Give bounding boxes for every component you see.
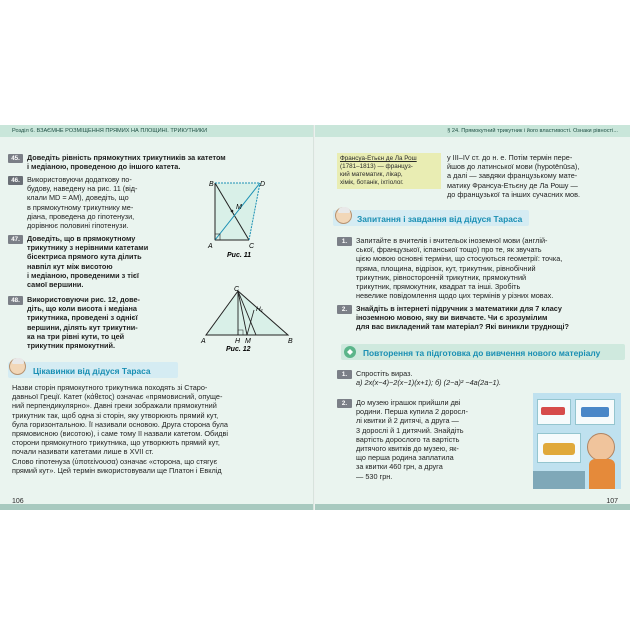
review-number-2: 2. bbox=[337, 399, 352, 408]
figure-11 bbox=[205, 178, 275, 261]
exercise-number-48: 48. bbox=[8, 296, 23, 305]
section-title-questions: Запитання і завдання від дідуся Тараса bbox=[357, 214, 523, 224]
right-running-head: § 24. Прямокутний трикутник і його властивості. Ознаки рівності... bbox=[315, 125, 630, 137]
fig12-label-h: H bbox=[235, 338, 241, 345]
fig11-label-b: B bbox=[209, 181, 214, 188]
review-2-text: До музею іграшок прийшли дві родини. Перша купила 2 доросл- лі квитки й 2 дитячі, а друга — 3 дорослі й 1 дитячий. Знайдіть вартість дорослого та вартість дитячого квитків до музею, як- що перша родина заплатила за квитки 460 грн, а друга — 530 грн. bbox=[356, 398, 468, 481]
fig12-caption: Рис. 12 bbox=[226, 346, 251, 353]
section-title-review: Повторення та підготовка до вивчення нового матеріалу bbox=[363, 348, 601, 358]
exercise-45-text: Доведіть рівність прямокутних трикутників за катетом і медіаною, проведеною до іншого катета. bbox=[27, 153, 226, 172]
left-running-head: Розділ 6. ВЗАЄМНЕ РОЗМІЩЕННЯ ПРЯМИХ НА ПЛОЩИНІ. ТРИКУТНИКИ bbox=[0, 125, 315, 137]
fig12-label-c: C bbox=[234, 286, 240, 293]
grandpa-taras-avatar-2 bbox=[335, 207, 352, 224]
toy-car bbox=[543, 443, 575, 455]
question-number-2: 2. bbox=[337, 305, 352, 314]
review-number-1: 1. bbox=[337, 370, 352, 379]
toy-train bbox=[581, 407, 609, 417]
review-1-text: Спростіть вираз. а) 2x(x−4)−2(x−1)(x+1); б) (2−a)² −4a(2a−1). bbox=[356, 369, 502, 388]
fig11-caption: Рис. 11 bbox=[227, 252, 251, 259]
biography-note: Франсуа-Етьєн де Ла Рош (1781–1813) — француз- кий математик, лікар, хімік, ботанік, іхтіолог. bbox=[337, 153, 441, 189]
exercise-number-45: 45. bbox=[8, 154, 23, 163]
page-number-right: 107 bbox=[606, 498, 618, 505]
exercise-47-text: Доведіть, що в прямокутному трикутнику з нерівними катетами бісектриса прямого кута ділить навпіл кут між висотою і медіаною, проведеними з тієї самої вершини. bbox=[27, 234, 149, 290]
question-number-1: 1. bbox=[337, 237, 352, 246]
fig12-label-m: M bbox=[245, 338, 251, 345]
review-icon bbox=[343, 345, 357, 359]
question-1-text: Запитайте в вчителів і вчительок іноземної мови (англій- ської, французької, іспанської тощо) про те, як звучать цією мовою основні терміни, що стосуються геометрії: точка, пряма, площина, відрізок, кут, трикутник, рівнобічний трикутник, рівносторонній трикутник, прямокутний трикутник, прямокутник, квадрат та інші. Зробіть невелике повідомлення щодо цих термінів у різних мовах. bbox=[356, 236, 563, 301]
fig11-label-c: C bbox=[249, 243, 255, 250]
fig12-label-b: B bbox=[288, 338, 293, 345]
exercise-number-47: 47. bbox=[8, 235, 23, 244]
right-footer-bar bbox=[315, 504, 630, 510]
child-figure bbox=[587, 433, 615, 461]
question-2-text: Знайдіть в інтернеті підручник з математики для 7 класу іноземною мовою, яку ви вивчаєте. Чи є зрозумілим для вас викладений там матеріал? Які виникли труднощі? bbox=[356, 304, 569, 332]
exercise-number-46: 46. bbox=[8, 176, 23, 185]
exercise-46-text: Використовуючи додаткову по- будову, наведену на рис. 11 (від- клали MD = AM), доведіть, що в прямокутному трикутнику ме- діана, проведена до гіпотенузи, дорівнює половині гіпотенузи. bbox=[27, 175, 138, 231]
toy-museum-illustration bbox=[533, 393, 621, 489]
right-page bbox=[315, 125, 630, 510]
toy-plane bbox=[541, 407, 565, 415]
grandpa-taras-avatar bbox=[9, 358, 26, 375]
fig11-label-d: D bbox=[260, 181, 266, 188]
left-footer-bar bbox=[0, 504, 315, 510]
trivia-body: Назви сторін прямокутного трикутника походять зі Старо- давньої Греції. Катет (κάθετος) означає «прямовисний, опуще- ний перпендикулярно». Давні греки зображали прямокутний трикутник так, щоб одна зі сторін, яку утворюють прямий кут, була горизонтальною. Її називали основою. Друга сторона була прямовисною (висотою), і саме тому її назвали катетом. Обидві сторони прямокутного трикутника, що утворюють прямий кут, почали називати катетами лише в XVII ст. Слово гіпотенуза (ὑποτείνουσα) означає «сторона, що стягує прямий кут». Цей термін використовували ще Платон і Евклід bbox=[12, 383, 229, 475]
fig12-label-h1: H₁ bbox=[256, 306, 263, 313]
fig11-label-a: A bbox=[208, 243, 213, 250]
museum-floor bbox=[533, 471, 585, 489]
fig11-label-m: M bbox=[236, 204, 242, 211]
child-shirt bbox=[589, 459, 615, 489]
page-number-left: 106 bbox=[12, 498, 24, 505]
figure-12 bbox=[200, 285, 298, 353]
fig12-label-a: A bbox=[201, 338, 206, 345]
section-title-trivia: Цікавинки від дідуся Тараса bbox=[33, 366, 151, 376]
exercise-48-text: Використовуючи рис. 12, дове- діть, що коли висота і медіана трикутника, проведені з однієї вершини, ділять кут трикутни- ка на три рівні кути, то цей трикутник прямокутний. bbox=[27, 295, 140, 351]
intro-text: у III–IV ст. до н. е. Потім термін пере- йшов до латинської мови (hypotēnūsa), а далі — завдяки французькому мате- матику Франсуа-Етьєну де Ла Рошу — до французької та інших сучасних мов. bbox=[447, 153, 581, 199]
left-page bbox=[0, 125, 315, 510]
